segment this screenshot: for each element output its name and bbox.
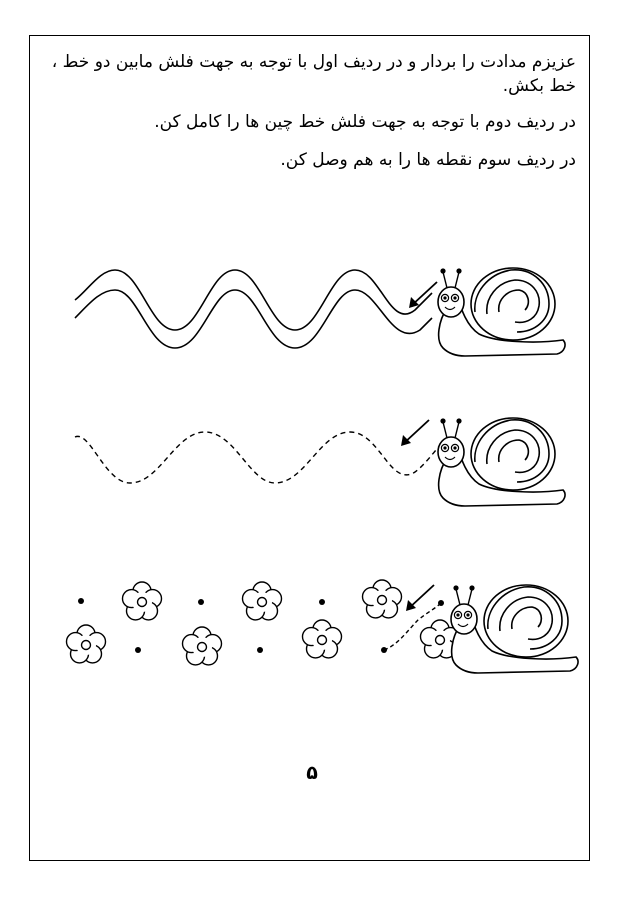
flower-icon [363, 580, 402, 618]
dot [257, 647, 263, 653]
flower-icon [67, 625, 106, 663]
flower-icon [303, 620, 342, 658]
row-2-dashed-wave [75, 432, 445, 483]
row-3-snail-icon [451, 585, 578, 673]
instruction-row-2: در ردیف دوم با توجه به جهت فلش خط چین ها را کامل کن. [154, 112, 576, 132]
flower-icon [243, 582, 282, 620]
page-number: ۵ [306, 762, 318, 784]
instruction-row-3: در ردیف سوم نقطه ها را به هم وصل کن. [280, 150, 576, 170]
row-2-arrow-icon [401, 420, 429, 446]
row-2-snail-icon [438, 418, 565, 506]
row-1-double-wave [75, 270, 432, 348]
row-3-flowers [67, 580, 460, 665]
row-3-arrow-icon [406, 585, 434, 611]
dot [319, 599, 325, 605]
instruction-row-1: عزیزم مدادت را بردار و در ردیف اول با توجه به جهت فلش مابین دو خط ، خط بکش. [51, 52, 576, 96]
flower-icon [123, 582, 162, 620]
row-1-snail-icon [438, 268, 565, 356]
flower-icon [183, 627, 222, 665]
dot [198, 599, 204, 605]
row-1-arrow-icon [409, 282, 437, 308]
dot [135, 647, 141, 653]
dot [78, 598, 84, 604]
